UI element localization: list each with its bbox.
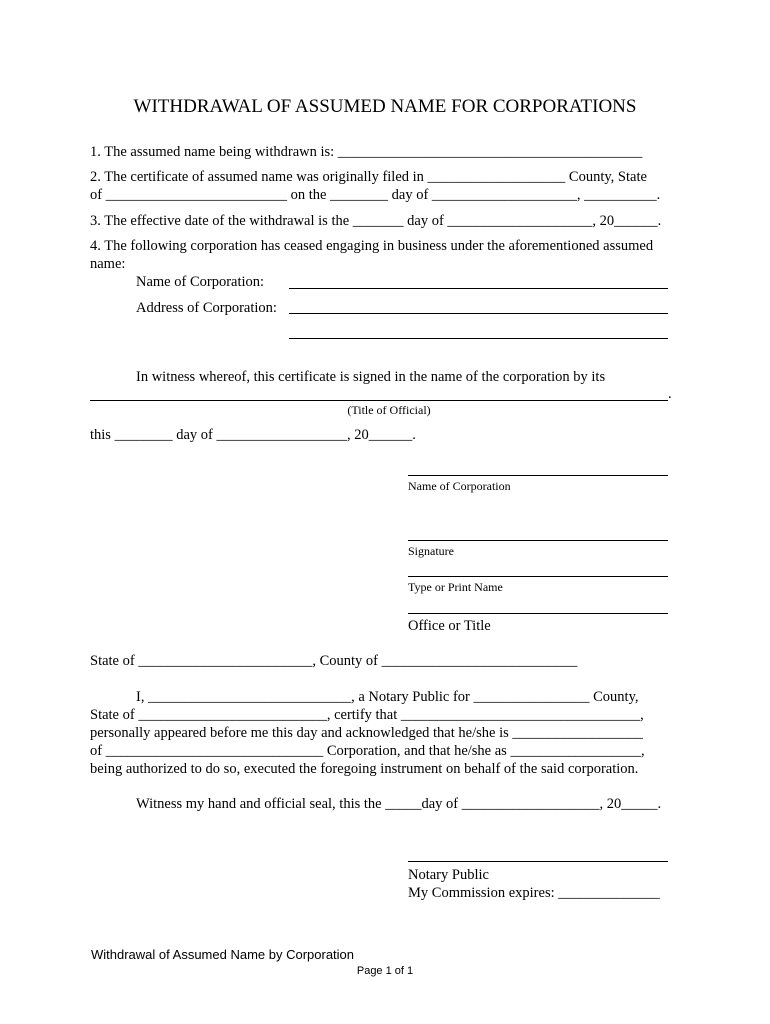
office-or-title-caption: Office or Title	[408, 618, 491, 634]
notary-paragraph-line-4: of ______________________________ Corporation, and that he/she as __________________,	[90, 743, 645, 759]
notary-signature-line	[408, 861, 668, 862]
item-2-line-2: of _________________________ on the ________ day of ____________________, __________.	[90, 187, 661, 203]
title-of-official-caption: (Title of Official)	[347, 403, 431, 417]
office-title-line	[408, 613, 668, 614]
page-title: WITHDRAWAL OF ASSUMED NAME FOR CORPORATIONS	[133, 96, 637, 117]
print-name-line	[408, 576, 668, 577]
address-line-2	[289, 338, 668, 339]
witness-seal-line: Witness my hand and official seal, this the _____day of ___________________, 20_____.	[136, 796, 662, 812]
footer-page-number: Page 1 of 1	[356, 965, 414, 977]
official-title-period: .	[668, 386, 672, 402]
type-or-print-name-caption: Type or Print Name	[408, 580, 503, 594]
address-line-1	[289, 313, 668, 314]
footer-form-name: Withdrawal of Assumed Name by Corporation	[91, 947, 355, 962]
official-title-line	[90, 400, 668, 401]
name-of-corporation-line	[289, 288, 668, 289]
witness-date-line: this ________ day of __________________, 20______.	[90, 427, 416, 443]
address-of-corporation-label: Address of Corporation:	[136, 300, 277, 316]
notary-paragraph-line-5: being authorized to do so, executed the foregoing instrument on behalf of the said corporation.	[90, 761, 639, 777]
state-county-line: State of ________________________, County of ___________________________	[90, 653, 578, 669]
item-4-line-1: 4. The following corporation has ceased engaging in business under the aforementioned assumed	[90, 238, 654, 254]
item-1-assumed-name: 1. The assumed name being withdrawn is: __________________________________________	[90, 144, 643, 160]
notary-public-caption: Notary Public	[408, 867, 489, 883]
witness-statement: In witness whereof, this certificate is signed in the name of the corporation by its	[136, 369, 606, 385]
notary-paragraph-line-1: I, ____________________________, a Notary Public for ________________ County,	[136, 689, 639, 705]
item-3-effective-date: 3. The effective date of the withdrawal is the _______ day of ____________________, 20______.	[90, 213, 662, 229]
commission-expires-line: My Commission expires: ______________	[408, 885, 660, 901]
name-of-corporation-caption: Name of Corporation	[408, 479, 511, 493]
signature-caption: Signature	[408, 544, 454, 558]
name-of-corporation-label: Name of Corporation:	[136, 274, 265, 290]
notary-paragraph-line-2: State of __________________________, certify that _________________________________,	[90, 707, 644, 723]
name-of-corporation-signature-line	[408, 475, 668, 476]
item-4-line-2: name:	[90, 256, 126, 272]
item-2-line-1: 2. The certificate of assumed name was originally filed in ___________________ County, State	[90, 169, 647, 185]
signature-line	[408, 540, 668, 541]
notary-paragraph-line-3: personally appeared before me this day and acknowledged that he/she is __________________	[90, 725, 643, 741]
